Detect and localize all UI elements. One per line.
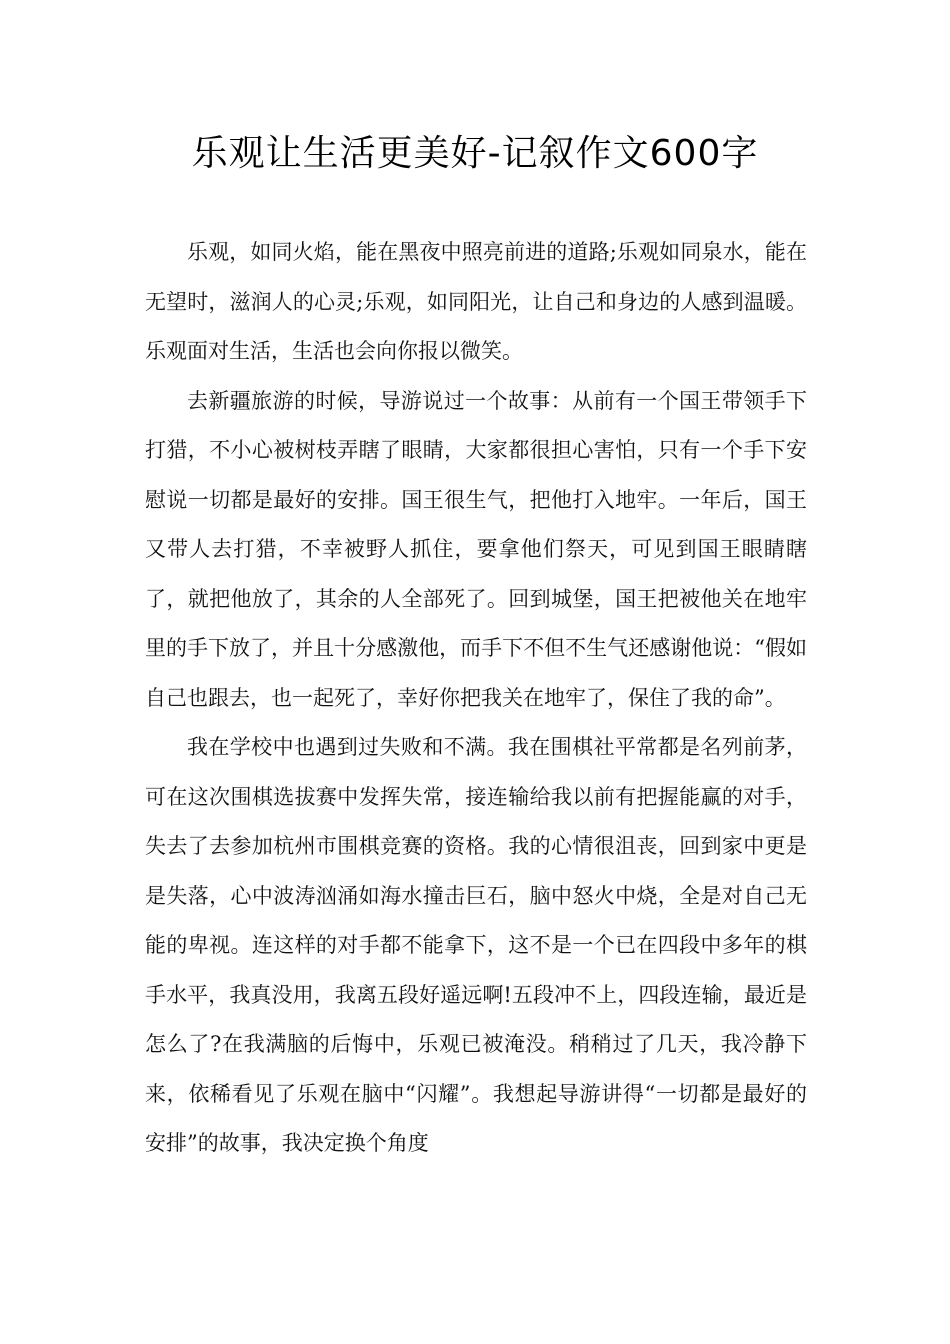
document-title: 乐观让生活更美好-记叙作文600字 [191,133,759,174]
paragraph-1: 乐观，如同火焰，能在黑夜中照亮前进的道路;乐观如同泉水，能在无望时，滋润人的心灵;乐观，如同阳光，让自己和身边的人感到温暖。乐观面对生活，生活也会向你报以微笑。 [145,240,807,363]
paragraph-3: 我在学校中也遇到过失败和不满。我在围棋社平常都是名列前茅，可在这次围棋选拔赛中发挥失常，接连输给我以前有把握能赢的对手，失去了去参加杭州市围棋竞赛的资格。我的心情很沮丧，回到家中更是是失落，心中波涛汹涌如海水撞击巨石，脑中怒火中烧，全是对自己无能的卑视。连这样的对手都不能拿下，这不是一个已在四段中多年的棋手水平，我真没用，我离五段好遥远啊!五段冲不上，四段连输，最近是怎么了?在我满脑的后悔中，乐观已被淹没。稍稍过了几天，我冷静下来，依稀看见了乐观在脑中“闪耀”。我想起导游讲得“一切都是最好的安排”的故事，我决定换个角度 [145,735,807,1155]
document-body [145,228,807,1169]
paragraph-2: 去新疆旅游的时候，导游说过一个故事：从前有一个国王带领手下打猎，不小心被树枝弄瞎了眼睛，大家都很担心害怕，只有一个手下安慰说一切都是最好的安排。国王很生气，把他打入地牢。一年后，国王又带人去打猎，不幸被野人抓住，要拿他们祭天，可见到国王眼睛瞎了，就把他放了，其余的人全部死了。回到城堡，国王把被他关在地牢里的手下放了，并且十分感激他，而手下不但不生气还感谢他说：“假如自己也跟去，也一起死了，幸好你把我关在地牢了，保住了我的命”。 [145,388,807,710]
